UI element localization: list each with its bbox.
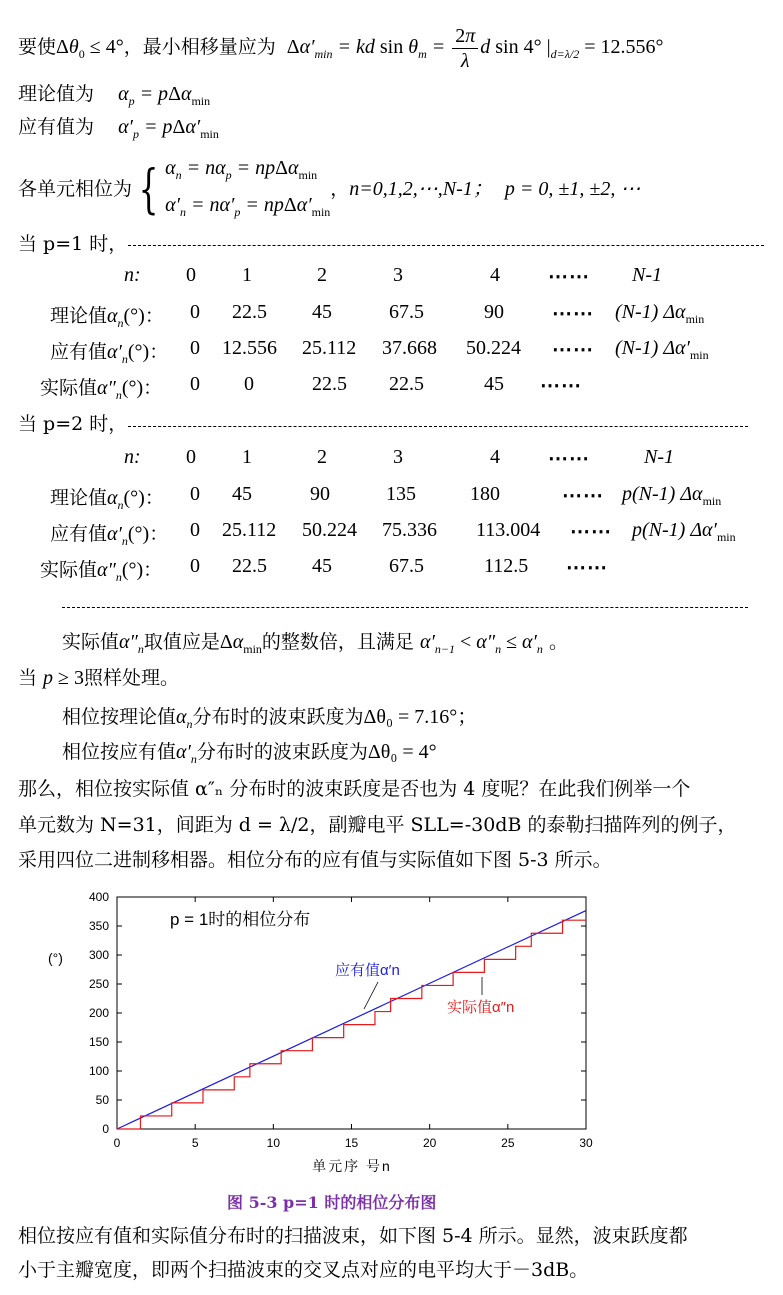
p1-actual-val: 22.5: [312, 373, 347, 395]
formula-min-phase: [18, 24, 664, 73]
should-formula: $\alpha'_p = p\Delta\alpha'_{min}$: [118, 116, 219, 141]
p1-actual-val: 22.5: [389, 373, 424, 395]
para-actual-rule: 实际值$\alpha''_n$取值应是$\Delta\alpha_{min}$的整数倍，且满足 $\alpha'_{n-1} < \alpha''_n \le \alpha'_n$ 。: [62, 631, 568, 656]
p1-divider: [128, 245, 764, 246]
x-tick-label: 5: [191, 1136, 199, 1150]
min-shift-value: 12.556°: [600, 36, 664, 59]
y-axis-label: (°): [48, 950, 63, 966]
p2-actual-ellipsis: ⋯⋯: [566, 557, 608, 579]
p1-theory-val: 90: [484, 301, 504, 323]
p2-actual-val: 45: [312, 555, 332, 577]
y-tick-label: 100: [88, 1064, 109, 1078]
p1-col: 2: [317, 264, 327, 286]
text-require: 要使: [18, 36, 57, 59]
p1-col: 0: [186, 264, 196, 286]
theory-jump-value: Δθ₀ = 7.16°；: [363, 706, 478, 728]
x-tick-label: 30: [579, 1136, 593, 1150]
y-tick-label: 200: [88, 1006, 109, 1020]
p1-should-val: 0: [190, 337, 200, 359]
p2-theory-val: 135: [386, 483, 416, 505]
p1-should-val: 25.112: [302, 337, 357, 359]
p2-theory-val: 180: [470, 483, 500, 505]
p1-header-text: 当 p=1 时，: [18, 233, 128, 255]
para-example: 单元数为 N=31，间距为 d = λ/2，副瓣电平 SLL=-30dB 的泰勒扫描阵列的例子，: [18, 814, 737, 836]
p2-col: 4: [490, 446, 500, 468]
p2-theory-val: 90: [310, 483, 330, 505]
p2-theory-last: p(N-1) $\Delta\alpha_{min}$: [622, 483, 722, 508]
plot-frame: [117, 897, 586, 1129]
x-tick-label: 20: [422, 1136, 437, 1150]
x-tick-label: 25: [501, 1136, 515, 1150]
formula-rhs: $\Delta\alpha'_{min}$ = kd $\sin \theta_m$ = $\frac{2\pi}{\lambda}$ d sin 4° $|_{d=\lambda/2} = 12.556^\circ$: [286, 25, 664, 72]
p1-col-last: N-1: [632, 264, 662, 286]
p2-actual-val: 67.5: [389, 555, 424, 577]
p2-theory-val: 0: [190, 483, 200, 505]
p2-should-ellipsis: ⋯⋯: [570, 521, 612, 543]
p2-theory-label: 理论值$\alpha_n(^\circ)$：: [50, 487, 164, 512]
p1-should-ellipsis: ⋯⋯: [552, 339, 594, 361]
p1-actual-val: 45: [484, 373, 504, 395]
para-theory-jump: 相位按理论值$\alpha_n$分布时的波束跃度为Δθ₀ = 7.16°；: [62, 706, 478, 731]
p1-should-val: 50.224: [466, 337, 521, 359]
p1-theory-label: 理论值$\alpha_n(^\circ)$：: [50, 305, 164, 330]
phase-system: $\alpha_n = n\alpha_p = np\Delta\alpha_{min}$ $\alpha'_n = n\alpha'_p = np\Delta\alpha'_{min}$: [165, 157, 331, 219]
series-should-leader: [364, 982, 378, 1009]
p1-theory-ellipsis: ⋯⋯: [552, 303, 594, 325]
p1-should-label: 应有值$\alpha'_n(^\circ)$：: [50, 341, 169, 366]
y-tick-label: 250: [88, 977, 109, 991]
p2-should-val: 75.336: [382, 519, 437, 541]
para-should-jump: 相位按应有值$\alpha'_n$分布时的波束跃度为Δθ₀ = 4°: [62, 741, 437, 766]
p2-should-val: 50.224: [302, 519, 357, 541]
y-tick-label: 150: [88, 1035, 109, 1049]
theory-def: [18, 80, 210, 115]
x-tick-label: 0: [113, 1136, 121, 1150]
p2-col: 0: [186, 446, 196, 468]
para-conclusion: 小于主瓣宽度，即两个扫描波束的交叉点对应的电平均大于－3dB。: [18, 1259, 589, 1281]
theory-formula: $\alpha_p = p\Delta\alpha_{min}$: [118, 83, 211, 108]
formula-subscript: d=λ/2: [550, 47, 580, 62]
chart-title: p = 1时的相位分布: [170, 910, 311, 929]
p2-col: 3: [393, 446, 403, 468]
p1-col: 1: [242, 264, 252, 286]
x-tick-label: 15: [344, 1136, 359, 1150]
text-min-shift: ，最小相移量应为: [123, 36, 276, 59]
p1-n-label: n:: [124, 264, 141, 286]
p-range: p = 0, ±1, ±2, ⋯: [504, 178, 641, 200]
x-tick-label: 10: [266, 1136, 281, 1150]
y-tick-label: 50: [95, 1093, 109, 1107]
series-actual-line: [117, 920, 586, 1129]
cond-delta-theta: $\Delta\theta_0 \le 4^\circ$: [56, 36, 124, 62]
should-def: [18, 113, 219, 148]
p1-theory-val: 0: [190, 301, 200, 323]
unit-phase-label: 各单元相位为: [18, 178, 133, 200]
p2-should-val: 113.004: [476, 519, 541, 541]
p1-col-ellipsis: ⋯⋯: [548, 266, 590, 288]
n-range: n=0,1,2,⋯,N-1；: [349, 178, 493, 200]
should-jump-value: Δθ₀ = 4°: [367, 741, 437, 763]
p2-theory-val: 45: [232, 483, 252, 505]
p1-actual-label: 实际值$\alpha''_n(^\circ)$：: [40, 377, 163, 402]
section-divider: [62, 607, 748, 608]
p2-actual-label: 实际值$\alpha''_n(^\circ)$：: [40, 559, 163, 584]
figure-caption: 图 5-3 p=1 时的相位分布图: [227, 1193, 437, 1212]
y-tick-label: 300: [88, 948, 109, 962]
series-should-label: 应有值α′n: [335, 962, 400, 979]
p1-theory-val: 45: [312, 301, 332, 323]
p2-col-last: N-1: [644, 446, 674, 468]
unit-phase-def: 各单元相位为 { $\alpha_n = n\alpha_p = np\Delta\alpha_{min}$ $\alpha'_n = n\alpha'_p = np\Delta\alpha'_{min}$ ，n=0,1,2,⋯,N-1； p = 0, ±1, ±2, ⋯: [18, 153, 640, 227]
p2-n-label: n:: [124, 446, 141, 468]
p2-theory-ellipsis: ⋯⋯: [562, 485, 604, 507]
y-tick-label: 0: [102, 1122, 109, 1136]
p1-should-val: 37.668: [382, 337, 437, 359]
theory-label: 理论值为: [18, 83, 95, 105]
p2-table: [0, 446, 783, 586]
p2-actual-val: 112.5: [484, 555, 529, 577]
p2-divider: [128, 426, 748, 427]
left-brace: {: [138, 160, 159, 220]
p2-should-last: p(N-1) $\Delta\alpha'_{min}$: [632, 519, 736, 544]
y-tick-label: 400: [88, 890, 109, 904]
p2-should-val: 25.112: [222, 519, 277, 541]
p1-should-val: 12.556: [222, 337, 277, 359]
para-scan-beam: 相位按应有值和实际值分布时的扫描波束，如下图 5-4 所示。显然，波束跃度都: [18, 1225, 688, 1247]
para-phaser: 采用四位二进制移相器。相位分布的应有值与实际值如下图 5-3 所示。: [18, 849, 612, 871]
p1-col: 3: [393, 264, 403, 286]
phase-distribution-chart: [0, 885, 783, 1185]
p1-table: [0, 264, 783, 404]
series-actual-label: 实际值α″n: [447, 999, 515, 1016]
p3-cond: 当 p ≥ 3: [18, 667, 85, 689]
p1-theory-val: 22.5: [232, 301, 267, 323]
p1-col: 4: [490, 264, 500, 286]
p1-theory-val: 67.5: [389, 301, 424, 323]
p2-should-label: 应有值$\alpha'_n(^\circ)$：: [50, 523, 169, 548]
should-label: 应有值为: [18, 116, 95, 138]
p2-actual-val: 22.5: [232, 555, 267, 577]
para-p3: 当 p ≥ 3照样处理。: [18, 667, 180, 689]
p2-should-val: 0: [190, 519, 200, 541]
p1-actual-ellipsis: ⋯⋯: [540, 375, 582, 397]
p2-col-ellipsis: ⋯⋯: [548, 448, 590, 470]
p1-actual-val: 0: [244, 373, 254, 395]
p2-header: [18, 410, 127, 438]
p1-theory-last: (N-1) $\Delta\alpha_{min}$: [615, 301, 705, 326]
p2-col: 2: [317, 446, 327, 468]
p1-actual-val: 0: [190, 373, 200, 395]
p1-header: [18, 230, 127, 258]
p1-should-last: (N-1) $\Delta\alpha'_{min}$: [615, 337, 709, 362]
p2-actual-val: 0: [190, 555, 200, 577]
series-should-line: [117, 911, 586, 1129]
y-tick-label: 350: [88, 919, 109, 933]
para-question: 那么，相位按实际值 α″ₙ 分布时的波束跃度是否也为 4 度呢？在此我们例举一个: [18, 778, 691, 800]
x-axis-label: 单元序 号n: [312, 1158, 392, 1174]
p2-header-text: 当 p=2 时，: [18, 413, 128, 435]
p2-col: 1: [242, 446, 252, 468]
